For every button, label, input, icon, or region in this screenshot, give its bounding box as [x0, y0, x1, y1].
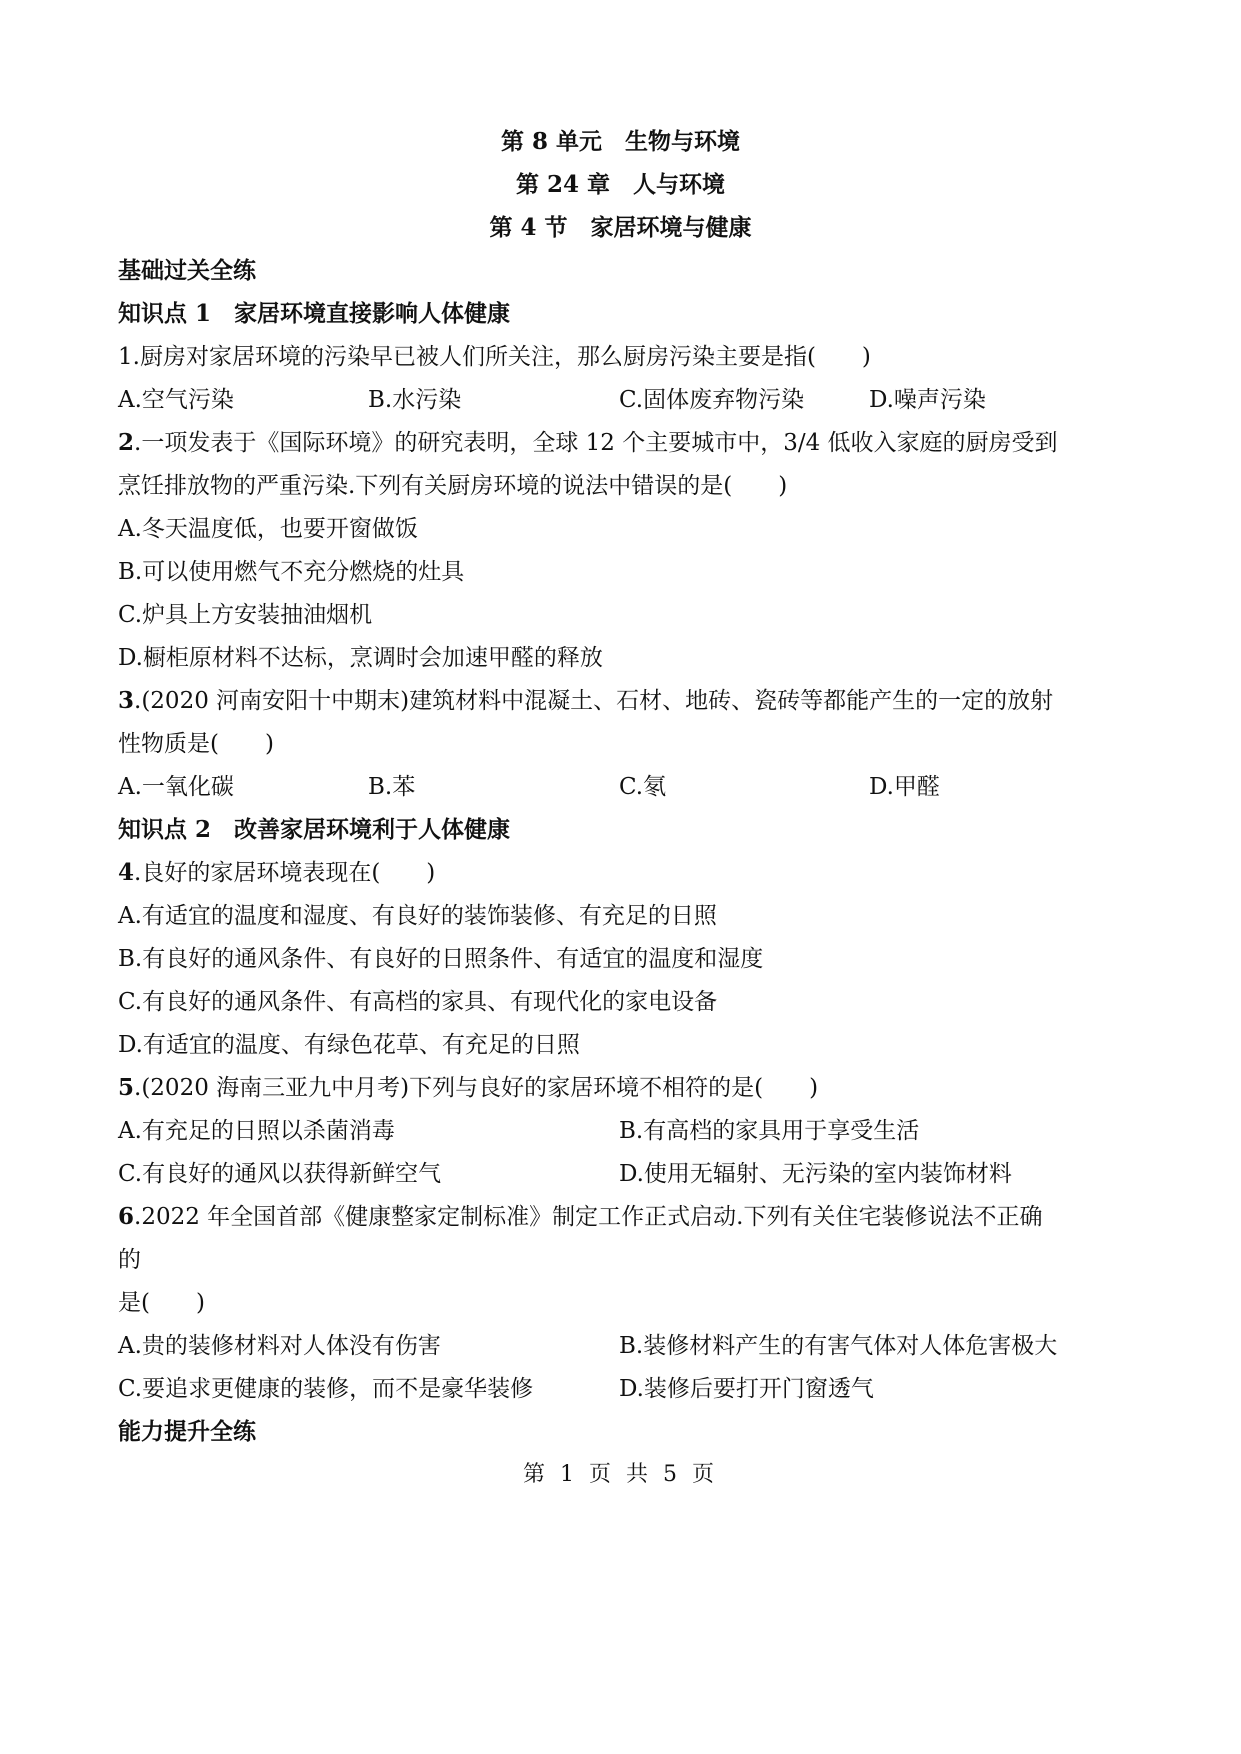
question-6-option-a: A.贵的装修材料对人体没有伤害	[118, 1333, 441, 1359]
section-title: 第 4 节 家居环境与健康	[489, 214, 752, 241]
question-4-number: 4	[118, 859, 135, 886]
question-4-option-a: A.有适宜的温度和湿度、有良好的装饰装修、有充足的日照	[118, 903, 717, 929]
question-4-option-d: D.有适宜的温度、有绿色花草、有充足的日照	[118, 1032, 580, 1058]
knowledge-point-1-title: 知识点 1 家居环境直接影响人体健康	[118, 300, 511, 327]
question-4-stem-text: .良好的家居环境表现在( )	[134, 860, 436, 886]
question-3-option-d: D.甲醛	[869, 774, 940, 800]
question-5-stem	[118, 1072, 818, 1104]
chapter-title: 第 24 章 人与环境	[515, 171, 726, 198]
question-3-option-b: B.苯	[368, 774, 416, 800]
question-4-stem	[118, 857, 435, 889]
question-2-option-c: C.炉具上方安装抽油烟机	[118, 602, 373, 628]
question-2-stem-line-2: 烹饪排放物的严重污染.下列有关厨房环境的说法中错误的是( )	[118, 473, 788, 499]
question-1-option-c: C.固体废弃物污染	[619, 387, 805, 413]
question-3-stem-line-2: 性物质是( )	[118, 731, 274, 757]
unit-title: 第 8 单元 生物与环境	[500, 128, 741, 155]
question-5-option-c: C.有良好的通风以获得新鲜空气	[118, 1161, 442, 1187]
question-2-number: 2	[118, 429, 135, 456]
question-2-stem-text: .一项发表于《国际环境》的研究表明，全球 12 个主要城市中，3/4 低收入家庭的厨房受到	[134, 430, 1058, 456]
question-6-option-b: B.装修材料产生的有害气体对人体危害极大	[619, 1333, 1058, 1359]
question-1-stem: 1.厨房对家居环境的污染早已被人们所关注，那么厨房污染主要是指( )	[118, 344, 871, 370]
question-1-option-b: B.水污染	[368, 387, 462, 413]
part-title-basic: 基础过关全练	[118, 257, 256, 284]
question-2-option-b: B.可以使用燃气不充分燃烧的灶具	[118, 559, 465, 585]
question-3-option-c: C.氡	[619, 774, 667, 800]
question-3-option-a: A.一氧化碳	[118, 774, 234, 800]
question-4-option-b: B.有良好的通风条件、有良好的日照条件、有适宜的温度和湿度	[118, 946, 764, 972]
question-5-stem-text: .(2020 海南三亚九中月考)下列与良好的家居环境不相符的是( )	[134, 1075, 819, 1101]
question-6-option-d: D.装修后要打开门窗透气	[619, 1376, 874, 1402]
question-6-stem-line-1	[118, 1201, 1042, 1233]
question-6-stem-line-3: 是( )	[118, 1290, 205, 1316]
question-6-stem-text: .2022 年全国首部《健康整家定制标准》制定工作正式启动.下列有关住宅装修说法不正确	[134, 1204, 1043, 1230]
question-5-option-a: A.有充足的日照以杀菌消毒	[118, 1118, 395, 1144]
question-6-number: 6	[118, 1203, 135, 1230]
question-5-option-b: B.有高档的家具用于享受生活	[619, 1118, 920, 1144]
question-5-option-d: D.使用无辐射、无污染的室内装饰材料	[619, 1161, 1012, 1187]
question-2-option-d: D.橱柜原材料不达标，烹调时会加速甲醛的释放	[118, 645, 603, 671]
question-3-stem-text: .(2020 河南安阳十中期末)建筑材料中混凝土、石材、地砖、瓷砖等都能产生的一定的放射	[134, 688, 1054, 714]
question-2-option-a: A.冬天温度低，也要开窗做饭	[118, 516, 418, 542]
knowledge-point-2-title: 知识点 2 改善家居环境利于人体健康	[118, 816, 511, 843]
question-3-stem-line-1	[118, 685, 1053, 717]
page-number: 第 1 页 共 5 页	[523, 1462, 718, 1487]
question-3-number: 3	[118, 687, 135, 714]
question-1-option-a: A.空气污染	[118, 387, 234, 413]
part-title-ability: 能力提升全练	[118, 1418, 256, 1445]
question-1-option-d: D.噪声污染	[869, 387, 986, 413]
question-4-option-c: C.有良好的通风条件、有高档的家具、有现代化的家电设备	[118, 989, 718, 1015]
question-2-stem-line-1	[118, 427, 1058, 459]
question-5-number: 5	[118, 1074, 135, 1101]
question-6-option-c: C.要追求更健康的装修，而不是豪华装修	[118, 1376, 534, 1402]
question-6-stem-line-2: 的	[118, 1247, 141, 1273]
